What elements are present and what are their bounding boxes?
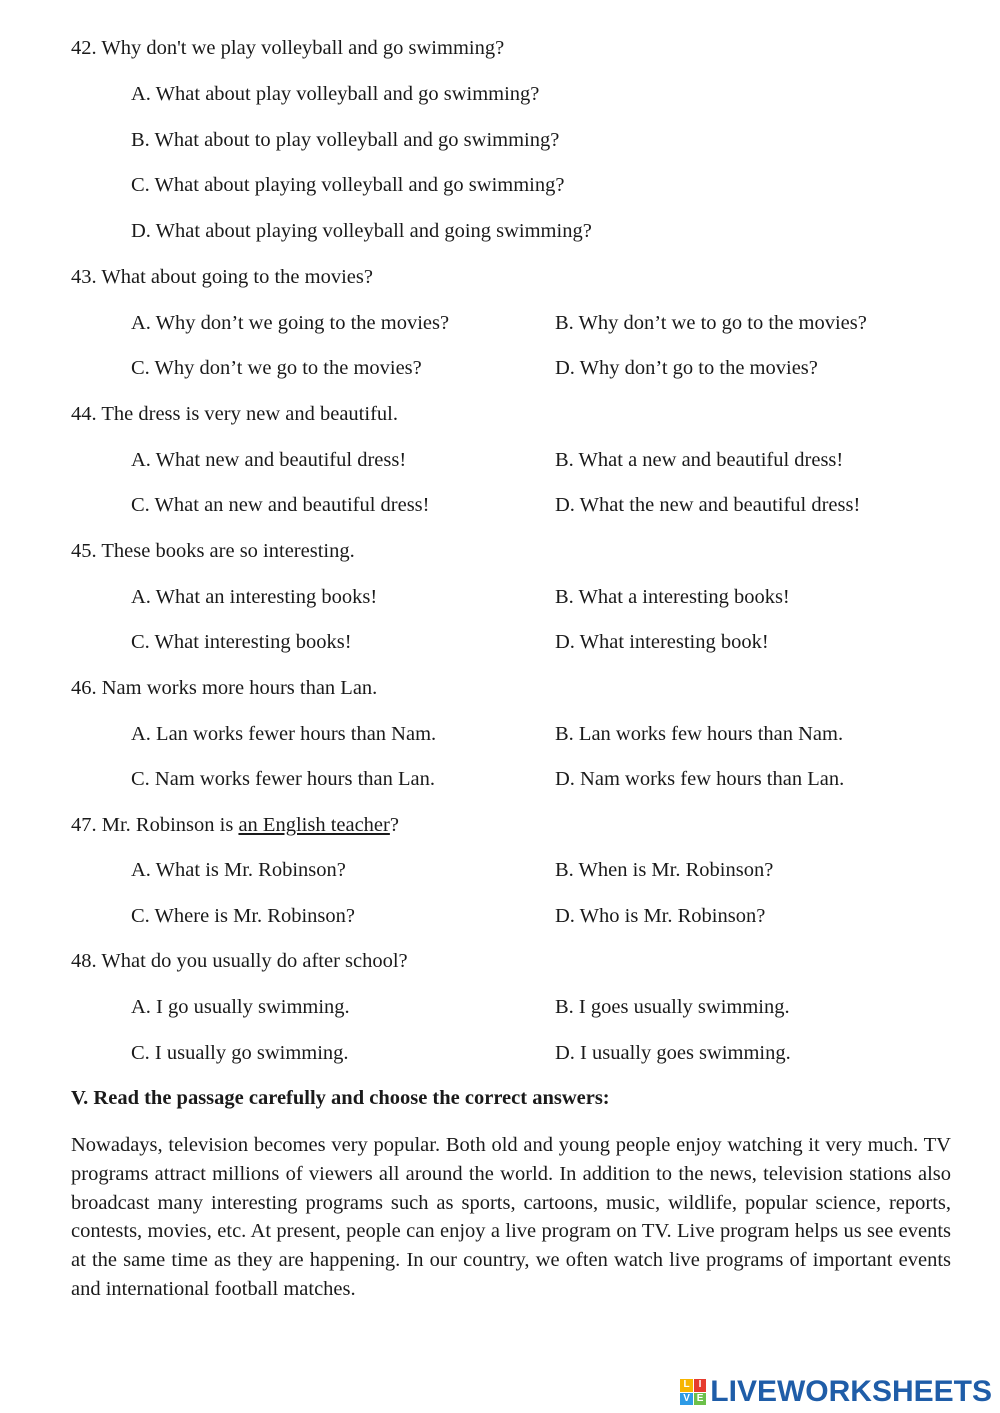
q46-option-b[interactable]: B. Lan works few hours than Nam. bbox=[555, 723, 844, 745]
q48-option-a[interactable]: A. I go usually swimming. bbox=[131, 996, 350, 1018]
question-47-underlined: an English teacher bbox=[238, 814, 390, 836]
q43-option-b[interactable]: B. Why don’t we to go to the movies? bbox=[555, 312, 867, 334]
q47-option-c[interactable]: C. Where is Mr. Robinson? bbox=[131, 905, 355, 927]
q45-option-c[interactable]: C. What interesting books! bbox=[131, 631, 352, 653]
q42-option-b[interactable]: B. What about to play volleyball and go swimming? bbox=[131, 129, 560, 151]
q45-option-b[interactable]: B. What a interesting books! bbox=[555, 586, 790, 608]
question-43: 43. What about going to the movies? bbox=[71, 266, 373, 288]
q43-option-c[interactable]: C. Why don’t we go to the movies? bbox=[131, 357, 422, 379]
question-46: 46. Nam works more hours than Lan. bbox=[71, 677, 378, 699]
q48-option-d[interactable]: D. I usually goes swimming. bbox=[555, 1042, 791, 1064]
section-v-heading: V. Read the passage carefully and choose the correct answers: bbox=[71, 1087, 610, 1109]
question-47-prefix: 47. Mr. Robinson is bbox=[71, 814, 239, 836]
q47-option-a[interactable]: A. What is Mr. Robinson? bbox=[131, 859, 346, 881]
brand-text: LIVEWORKSHEETS bbox=[710, 1375, 992, 1408]
q48-option-c[interactable]: C. I usually go swimming. bbox=[131, 1042, 349, 1064]
q48-option-b[interactable]: B. I goes usually swimming. bbox=[555, 996, 790, 1018]
reading-passage: Nowadays, television becomes very popular. Both old and young people enjoy watching it very much. TV programs attract millions of viewers all around the world. In addition to the news, television stations also broadcast many interesting programs such as sports, cartoons, music, wildlife, popular science, reports, contests, movies, etc. At present, people can enjoy a live program on TV. Live program helps us see events at the same time as they are happening. In our country, we often watch live programs of important events and international football matches. bbox=[71, 1134, 951, 1300]
question-47-suffix: ? bbox=[389, 814, 399, 836]
q46-option-c[interactable]: C. Nam works fewer hours than Lan. bbox=[131, 768, 436, 790]
q42-option-a[interactable]: A. What about play volleyball and go swimming? bbox=[131, 83, 540, 105]
q44-option-a[interactable]: A. What new and beautiful dress! bbox=[131, 449, 407, 471]
q43-option-a[interactable]: A. Why don’t we going to the movies? bbox=[131, 312, 450, 334]
q47-option-b[interactable]: B. When is Mr. Robinson? bbox=[555, 859, 774, 881]
logo-tile-e: E bbox=[694, 1393, 707, 1406]
q47-option-d[interactable]: D. Who is Mr. Robinson? bbox=[555, 905, 766, 927]
q43-option-d[interactable]: D. Why don’t go to the movies? bbox=[555, 357, 818, 379]
logo-tiles-icon bbox=[680, 1379, 706, 1405]
question-47 bbox=[71, 813, 399, 837]
question-45: 45. These books are so interesting. bbox=[71, 540, 355, 562]
q44-option-d[interactable]: D. What the new and beautiful dress! bbox=[555, 494, 861, 516]
q45-option-d[interactable]: D. What interesting book! bbox=[555, 631, 769, 653]
question-42: 42. Why don't we play volleyball and go swimming? bbox=[71, 37, 505, 59]
q44-option-b[interactable]: B. What a new and beautiful dress! bbox=[555, 449, 844, 471]
q42-option-d[interactable]: D. What about playing volleyball and going swimming? bbox=[131, 220, 592, 242]
logo-tile-l: L bbox=[680, 1379, 693, 1392]
liveworksheets-logo bbox=[680, 1376, 992, 1408]
question-48: 48. What do you usually do after school? bbox=[71, 950, 408, 972]
question-44: 44. The dress is very new and beautiful. bbox=[71, 403, 398, 425]
logo-tile-v: V bbox=[680, 1393, 693, 1406]
q45-option-a[interactable]: A. What an interesting books! bbox=[131, 586, 378, 608]
q46-option-d[interactable]: D. Nam works few hours than Lan. bbox=[555, 768, 845, 790]
q44-option-c[interactable]: C. What an new and beautiful dress! bbox=[131, 494, 430, 516]
logo-tile-i: I bbox=[694, 1379, 707, 1392]
q42-option-c[interactable]: C. What about playing volleyball and go swimming? bbox=[131, 174, 565, 196]
q46-option-a[interactable]: A. Lan works fewer hours than Nam. bbox=[131, 723, 437, 745]
